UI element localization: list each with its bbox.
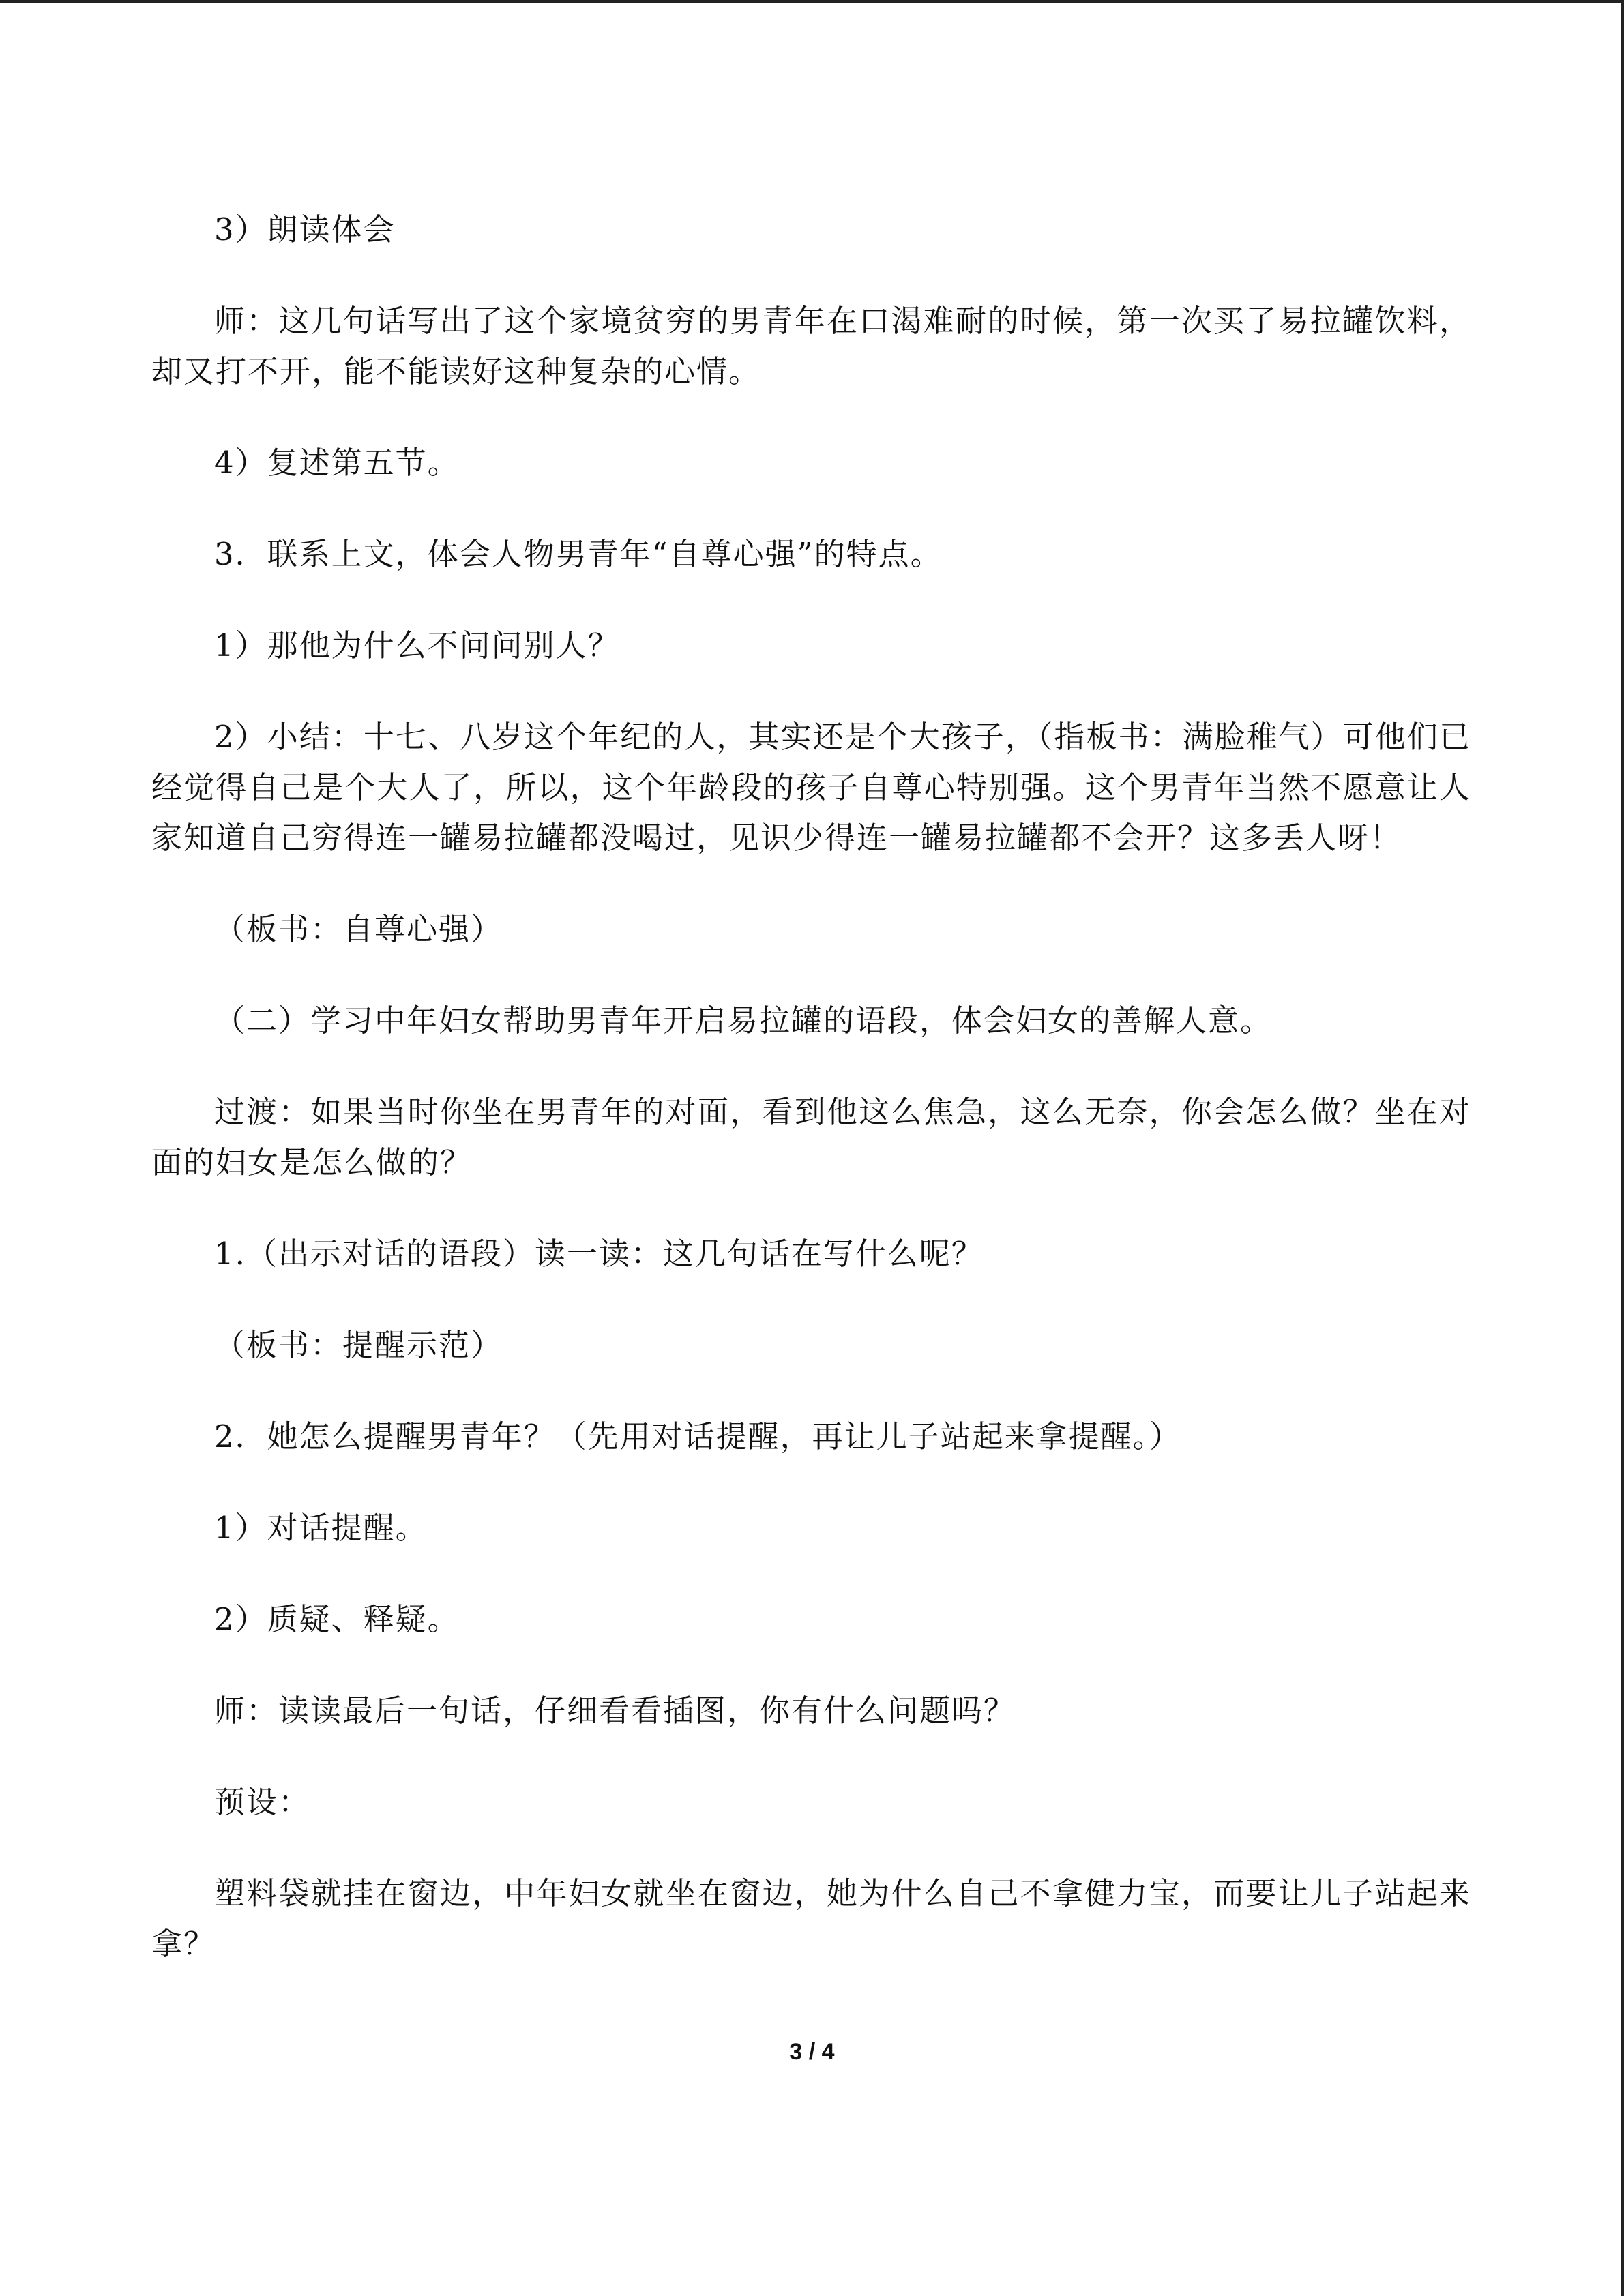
paragraph-board-self-esteem: （板书：自尊心强） — [214, 911, 503, 947]
paragraph-retell: 4）复述第五节。 — [214, 445, 460, 481]
paragraph-why-not-ask: 1）那他为什么不问问别人？ — [214, 627, 620, 664]
paragraph-how-remind: 2．她怎么提醒男青年？（先用对话提醒，再让儿子站起来拿提醒。） — [214, 1418, 1182, 1455]
paragraph-teacher-last-sentence: 师：读读最后一句话，仔细看看插图，你有什么问题吗？ — [214, 1693, 1016, 1729]
paragraph-self-esteem: 3．联系上文，体会人物男青年“自尊心强”的特点。 — [214, 536, 943, 572]
paragraph-preset: 预设： — [214, 1784, 311, 1820]
paragraph-plastic-bag: 塑料袋就挂在窗边，中年妇女就坐在窗边，她为什么自己不拿健力宝，而要让儿子站起来拿？ — [151, 1875, 1471, 1962]
page-number: 3 / 4 — [789, 2039, 835, 2065]
document-body — [151, 205, 1471, 2010]
top-border — [0, 0, 1624, 3]
paragraph-dialogue-reminder: 1）对话提醒。 — [214, 1510, 428, 1546]
paragraph-board-reminder: （板书：提醒示范） — [214, 1327, 503, 1363]
paragraph-transition: 过渡：如果当时你坐在男青年的对面，看到他这么焦急，这么无奈，你会怎么做？坐在对面的妇女是怎么做的？ — [151, 1094, 1471, 1180]
paragraph-reading-aloud: 3）朗读体会 — [214, 211, 396, 248]
right-border — [1621, 0, 1624, 2296]
paragraph-question-answer: 2）质疑、释疑。 — [214, 1601, 460, 1637]
paragraph-teacher-reading: 师：这几句话写出了这个家境贫穷的男青年在口渴难耐的时候，第一次买了易拉罐饮料，却又打不开，能不能读好这种复杂的心情。 — [151, 303, 1471, 389]
paragraph-section-two: （二）学习中年妇女帮助男青年开启易拉罐的语段，体会妇女的善解人意。 — [214, 1002, 1273, 1039]
paragraph-summary: 2）小结：十七、八岁这个年纪的人，其实还是个大孩子，（指板书：满脸稚气）可他们已经觉得自己是个大人了，所以，这个年龄段的孩子自尊心特别强。这个男青年当然不愿意让人家知道自己穷得连一罐易拉罐都没喝过，见识少得连一罐易拉罐都不会开？这多丢人呀！ — [151, 719, 1471, 856]
paragraph-dialogue: 1.（出示对话的语段）读一读：这几句话在写什么呢？ — [214, 1236, 984, 1272]
